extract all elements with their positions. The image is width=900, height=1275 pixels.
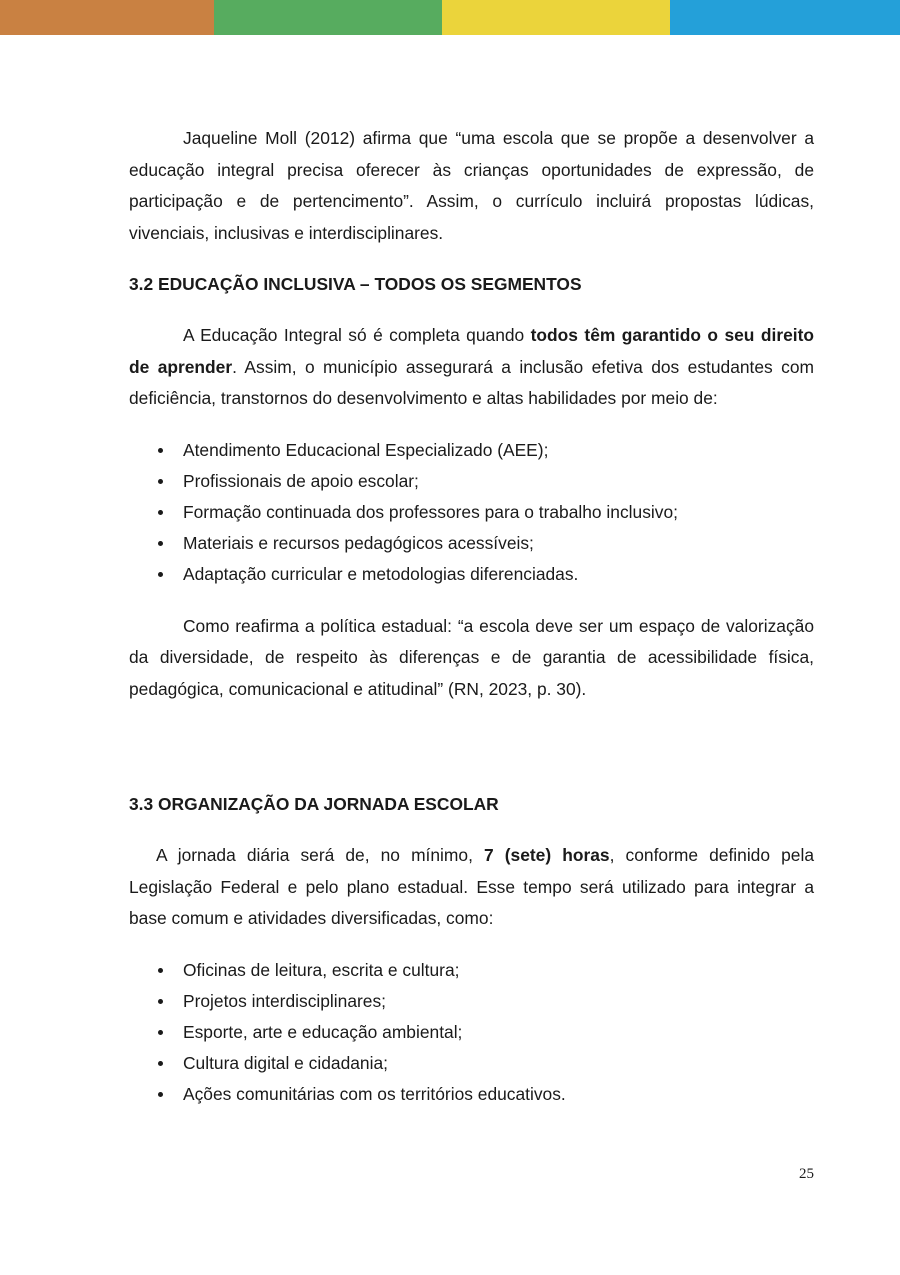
bullet-icon (158, 999, 163, 1004)
list-item: Projetos interdisciplinares; (129, 986, 814, 1017)
bullet-icon (158, 1092, 163, 1097)
bullet-icon (158, 1030, 163, 1035)
bullet-icon (158, 572, 163, 577)
paragraph-text-end: , conforme definido pela Legislação Federal e pelo plano estadual. Esse tempo será utilizado para integrar a base comum e atividades diversificadas, como: (129, 845, 814, 929)
list-item: Adaptação curricular e metodologias diferenciadas. (129, 559, 814, 590)
bullet-icon (158, 1061, 163, 1066)
state-policy-quote-paragraph: Como reafirma a política estadual: “a escola deve ser um espaço de valorização da diversidade, de respeito às diferenças e de garantia de acessibilidade física, pedagógica, comunicacional e atitudinal” (RN, 2023, p. 30). (129, 615, 814, 699)
list-item: Materiais e recursos pedagógicos acessíveis; (129, 528, 814, 559)
bullet-icon (158, 968, 163, 973)
color-bar-orange (0, 0, 214, 35)
list-item: Esporte, arte e educação ambiental; (129, 1017, 814, 1048)
color-bar-blue (670, 0, 900, 35)
list-item: Oficinas de leitura, escrita e cultura; (129, 955, 814, 986)
decorative-color-bar (0, 0, 900, 35)
list-item: Formação continuada dos professores para o trabalho inclusivo; (129, 497, 814, 528)
bullet-icon (158, 510, 163, 515)
section-3-2-paragraph (129, 320, 814, 415)
list-item: Cultura digital e cidadania; (129, 1048, 814, 1079)
school-day-activities-list (129, 955, 814, 1111)
section-3-3-heading: 3.3 ORGANIZAÇÃO DA JORNADA ESCOLAR (129, 794, 499, 815)
section-3-2-heading: 3.2 EDUCAÇÃO INCLUSIVA – TODOS OS SEGMENTOS (129, 274, 582, 294)
list-item: Ações comunitárias com os territórios educativos. (129, 1079, 814, 1110)
paragraph-emphasis: 7 (sete) horas (484, 845, 610, 866)
intro-paragraph: Jaqueline Moll (2012) afirma que “uma escola que se propõe a desenvolver a educação integral precisa oferecer às crianças oportunidades de expressão, de participação e de pertencimento”. Assim, o currículo incluirá propostas lúdicas, vivenciais, inclusivas e interdisciplinares. (129, 128, 814, 243)
page-content (129, 123, 814, 1111)
paragraph-text-end: . Assim, o município assegurará a inclusão efetiva dos estudantes com deficiência, transtornos do desenvolvimento e altas habilidades por meio de: (129, 356, 814, 408)
paragraph-text-start: A Educação Integral só é completa quando (183, 325, 531, 345)
bullet-icon (158, 541, 163, 546)
bullet-icon (158, 448, 163, 453)
list-item: Atendimento Educacional Especializado (AEE); (129, 435, 814, 466)
section-3-3-paragraph (129, 840, 814, 935)
paragraph-text-start: A jornada diária será de, no mínimo, (156, 845, 484, 866)
list-item: Profissionais de apoio escolar; (129, 466, 814, 497)
color-bar-yellow (442, 0, 670, 35)
bullet-icon (158, 479, 163, 484)
paragraph-emphasis: todos têm garantido o seu direito de aprender (129, 325, 815, 377)
color-bar-green (214, 0, 442, 35)
page-number: 25 (799, 1166, 814, 1182)
inclusion-measures-list (129, 435, 814, 591)
